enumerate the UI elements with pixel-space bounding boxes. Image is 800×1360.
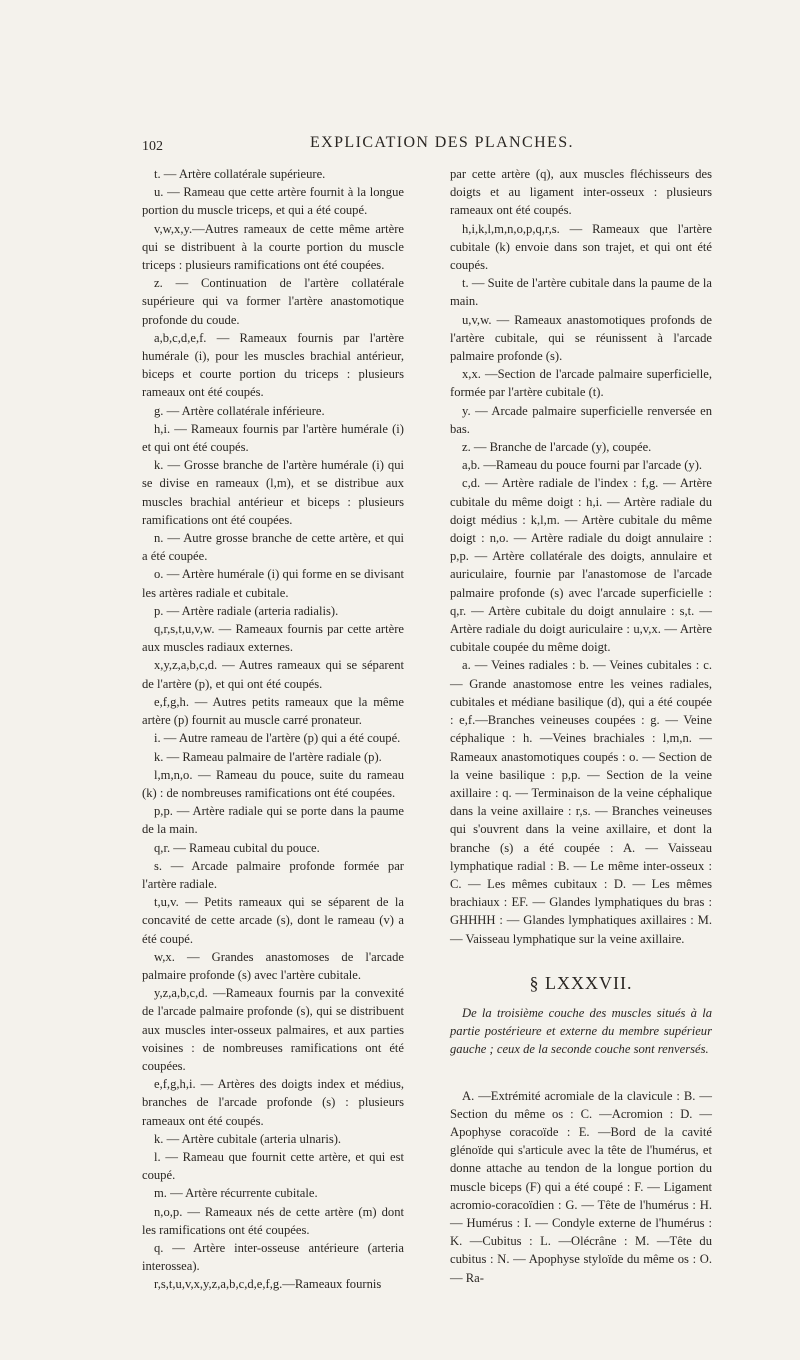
entry: c,d. — Artère radiale de l'index : f,g. — Artère cubitale du même doigt : h,i. — Artère radiale du doigt médius : k,l,m. — Artère cubitale du même doigt : n,o. — Artère radiale du doigt annulaire : p,p. — Artère collatérale des doigts, annulaire et auriculaire, fournie par l'anastomose de l'arcade palmaire profonde (s) avec l'arcade superficielle : q,r. — Artère cubitale du doigt annulaire : s,t. — Artère radiale du doigt auriculaire : u,v,x. — Artère cubitale coupée du même doigt. <box>450 476 712 655</box>
left-column <box>142 165 404 1294</box>
entry: h,i. — Rameaux fournis par l'artère humérale (i) et qui ont été coupés. <box>142 421 404 455</box>
entry: k. — Rameau palmaire de l'artère radiale (p). <box>154 749 382 764</box>
entry: q. — Artère inter-osseuse antérieure (arteria interossea). <box>142 1240 404 1274</box>
entry: t. — Suite de l'artère cubitale dans la paume de la main. <box>450 276 712 309</box>
entry: y. — Arcade palmaire superficielle renversée en bas. <box>450 403 712 436</box>
page-number: 102 <box>142 139 163 154</box>
entry: a,b. —Rameau du pouce fourni par l'arcade (y). <box>462 458 703 473</box>
entry: a,b,c,d,e,f. — Rameaux fournis par l'artère humérale (i), pour les muscles brachial antérieur, biceps et courte portion du triceps : plusieurs rameaux ont été coupés. <box>142 330 404 400</box>
section-title: § LXXXVII. <box>529 972 633 993</box>
entry: t. — Artère collatérale supérieure. <box>154 167 326 181</box>
entry: z. — Continuation de l'artère collatérale supérieure qui va former l'artère anastomotique profonde du coude. <box>142 276 404 327</box>
entry: k. — Grosse branche de l'artère humérale (i) qui se divise en rameaux (l,m), et se distribue aux muscles brachial antérieur et biceps : plusieurs ramifications ont été coupées. <box>142 458 404 527</box>
entry: q,r,s,t,u,v,w. — Rameaux fournis par cette artère aux muscles radiaux externes. <box>142 622 404 655</box>
entry: par cette artère (q), aux muscles fléchisseurs des doigts et au ligament inter-osseux : plusieurs rameaux ont été coupés. <box>450 167 712 218</box>
entry: m. — Artère récurrente cubitale. <box>154 1186 318 1201</box>
entry: g. — Artère collatérale inférieure. <box>154 403 325 418</box>
entry: p. — Artère radiale (arteria radialis). <box>154 603 339 618</box>
entry: u. — Rameau que cette artère fournit à la longue portion du muscle triceps, et qui a été coupé. <box>142 185 404 218</box>
entry: u,v,w. — Rameaux anastomotiques profonds de l'artère cubitale, qui se réunissent à l'arcade palmaire profonde (s). <box>450 312 712 364</box>
entry: l. — Rameau que fournit cette artère, et qui est coupé. <box>142 1149 404 1183</box>
entry: n,o,p. — Rameaux nés de cette artère (m) dont les ramifications ont été coupées. <box>142 1204 404 1237</box>
entry: p,p. — Artère radiale qui se porte dans la paume de la main. <box>142 804 404 837</box>
entry: x,x. —Section de l'arcade palmaire superficielle, formée par l'artère cubitale (t). <box>450 367 712 400</box>
entry: l,m,n,o. — Rameau du pouce, suite du rameau (k) : de nombreuses ramifications ont été coupées. <box>142 767 404 800</box>
running-title: EXPLICATION DES PLANCHES. <box>310 134 574 151</box>
entry: w,x. — Grandes anastomoses de l'arcade palmaire profonde (s) avec l'artère cubitale. <box>142 949 404 982</box>
entry: o. — Artère humérale (i) qui forme en se divisant les artères radiale et cubitale. <box>142 567 404 600</box>
entry: i. — Autre rameau de l'artère (p) qui a été coupé. <box>154 731 401 746</box>
entry: v,w,x,y.—Autres rameaux de cette même artère qui se distribuent à la courte portion du muscle triceps : plusieurs ramifications ont été coupées. <box>142 221 404 273</box>
entry: n. — Autre grosse branche de cette artère, et qui a été coupée. <box>142 531 404 564</box>
section-body: A. —Extrémité acromiale de la clavicule : B. — Section du même os : C. —Acromion : D. —Apophyse coracoïde : E. —Bord de la cavité glénoïde qui s'articule avec la tête de l'humérus, et donne attache au tendon de la longue portion du muscle biceps (F) qui a été coupé : F. — Ligament acromio-coracoïdien : G. — Tête de l'humérus : H. — Humérus : I. — Condyle externe de l'humérus : K. —Cubitus : L. —Olécrâne : M. —Tête du cubitus : N. — Apophyse styloïde du même os : O. — Ra- <box>450 1088 712 1285</box>
entry: s. — Arcade palmaire profonde formée par l'artère radiale. <box>142 858 404 891</box>
entry: k. — Artère cubitale (arteria ulnaris). <box>154 1131 342 1146</box>
entry: e,f,g,h,i. — Artères des doigts index et médius, branches de l'arcade profonde (s) : plusieurs rameaux ont été coupés. <box>142 1077 404 1128</box>
entry: a. — Veines radiales : b. — Veines cubitales : c. — Grande anastomose entre les veines radiales, cubitales et médiane basilique (d), qui a été coupée : e,f.—Branches veineuses coupées : g. — Veine céphalique : h. —Veines brachiales : l,m,n. — Rameaux anastomotiques coupés : o. — Section de la veine basilique : p,p. — Section de la veine axillaire : q. — Terminaison de la veine céphalique dans la veine axillaire : r,s. — Branches veineuses qui s'ouvrent dans la veine axillaire, et dont la branche (s) a été coupée : A. — Vaisseau lymphatique radial : B. — Le même inter-osseux : C. — Les mêmes cubitaux : D. — Les mêmes brachiaux : EF. — Glandes lymphatiques du bras : GHHHH : — Glandes lymphatiques axillaires : M. — Vaisseau lymphatique sur la veine axillaire. <box>450 658 712 946</box>
entry: h,i,k,l,m,n,o,p,q,r,s. — Rameaux que l'artère cubitale (k) envoie dans son trajet, et qui ont été coupés. <box>450 221 712 273</box>
entry: q,r. — Rameau cubital du pouce. <box>154 840 320 855</box>
entry: e,f,g,h. — Autres petits rameaux que la même artère (p) fournit au muscle carré pronateur. <box>142 694 404 728</box>
entry: r,s,t,u,v,x,y,z,a,b,c,d,e,f,g.—Rameaux fournis <box>154 1277 382 1292</box>
entry: x,y,z,a,b,c,d. — Autres rameaux qui se séparent de l'artère (p), et qui ont été coupés. <box>142 658 404 691</box>
entry: z. — Branche de l'arcade (y), coupée. <box>462 440 652 455</box>
section-subtitle: De la troisième couche des muscles situés à la partie postérieure et externe du membre supérieur gauche ; ceux de la seconde couche sont renversés. <box>450 1005 712 1057</box>
right-column <box>450 165 712 1287</box>
entry: y,z,a,b,c,d. —Rameaux fournis par la convexité de l'arcade palmaire profonde (s), qui se distribuent aux muscles inter-osseux palmaires, et aux parties voisines : de nombreuses ramifications ont été coupées. <box>142 986 404 1073</box>
entry: t,u,v. — Petits rameaux qui se séparent de la concavité de cette arcade (s), dont le rameau (v) a été coupé. <box>142 895 404 946</box>
